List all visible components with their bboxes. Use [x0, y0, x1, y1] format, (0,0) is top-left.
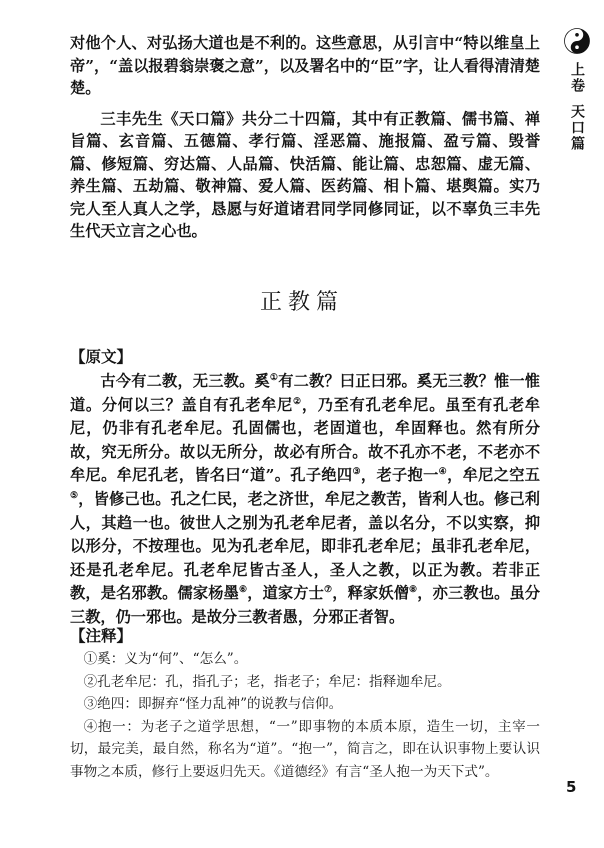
- note-item: ①奚：义为“何”、“怎么”。: [83, 651, 248, 667]
- note-item: ②孔老牟尼：孔，指孔子；老，指老子；牟尼：指释迦牟尼。: [83, 673, 451, 690]
- notes-list: [70, 648, 540, 784]
- footnote-marker: ⑧: [409, 585, 418, 596]
- original-text-segment: ，释家妖僧: [332, 584, 410, 603]
- footnote-marker: ③: [352, 467, 361, 478]
- section-title: 正教篇: [259, 290, 344, 315]
- original-text-segment: ，道家方士: [247, 584, 324, 603]
- original-text-segment: ，老子抱一: [360, 466, 439, 485]
- original-text-segment: 古今有二教，无三教。奚: [100, 372, 270, 390]
- footnote-marker: ⑥: [238, 585, 248, 596]
- footnote-marker: ⑦: [324, 585, 333, 596]
- original-text-heading: 【原文】: [70, 348, 133, 366]
- footnote-marker: ①: [269, 372, 279, 383]
- note-item: ③绝四：即摒弃“怪力乱神”的说教与信仰。: [83, 696, 343, 713]
- original-text-segment: 有二教？曰正曰邪。奚无三教？惟一惟道。分何以三？盖自有孔老牟尼: [70, 372, 540, 414]
- intro-text: [70, 32, 540, 243]
- notes-heading: 【注释】: [70, 627, 133, 645]
- footnote-marker: ⑤: [70, 490, 79, 501]
- footnote-marker: ④: [438, 467, 448, 478]
- original-text: [70, 370, 540, 630]
- footnote-marker: ②: [293, 396, 302, 407]
- page-number: 5: [566, 778, 577, 796]
- chapter-label: 天口篇: [569, 104, 585, 152]
- original-text-segment: ，皆修己也。孔之仁民，老之济世，牟尼之教苦，皆利人也。修己利人，其趋一也。彼世人之别为孔老牟尼者，盖以名分，不以实察，抑以形分，不按理也。见为孔老牟尼，即非孔老牟尼；虽非孔老牟尼，还是孔老牟尼。孔老牟尼皆古圣人，圣人之教，以正为教。若非正教，是名邪教。儒家杨墨: [70, 489, 540, 603]
- intro-paragraph-1: 对他个人、对弘扬大道也是不利的。这些意思，从引言中“特以维皇上帝”，“盖以报碧翁崇褒之意”，以及署名中的“臣”字，让人看得清清楚楚。: [70, 34, 540, 97]
- original-text-segment: ，亦三教也。虽分三教，仍一邪也。是故分三教者愚，分邪正者智。: [70, 584, 540, 626]
- original-text-segment: ，牟尼之空五: [447, 466, 540, 485]
- running-header: [560, 28, 594, 152]
- intro-paragraph-2: 三丰先生《天口篇》共分二十四篇，其中有正教篇、儒书篇、禅旨篇、玄音篇、五德篇、孝行篇、淫恶篇、施报篇、盈亏篇、毁誉篇、修短篇、穷达篇、人品篇、快活篇、能让篇、忠恕篇、虚无篇、养生篇、五劫篇、敬神篇、爱人篇、医药篇、相卜篇、堪舆篇。实乃完人至人真人之学，恳愿与好道诸君同学同修同证，以不辜负三丰先生代天立言之心也。: [70, 109, 540, 240]
- original-text-segment: ，乃至有孔老牟尼。虽至有孔老牟尼，仍非有孔老牟尼。孔固儒也，老固道也，牟固释也。然有所分故，究无所分。故以无所分，故必有所合。故不孔亦不老，不老亦不牟尼。牟尼孔老，皆名曰“道”。孔子绝四: [70, 395, 540, 485]
- yin-yang-icon: [564, 28, 590, 54]
- note-item: ④抱一：为老子之道学思想，“一”即事物的本质本原，造生一切，主宰一切，最完美，最自然，称名为“道”。“抱一”，简言之，即在认识事物上要认识事物之本质，修行上要返归先天。《道德经》有言“圣人抱一为天下式”。: [70, 718, 540, 780]
- original-paragraph: [70, 370, 540, 630]
- volume-label: 上卷: [569, 62, 585, 94]
